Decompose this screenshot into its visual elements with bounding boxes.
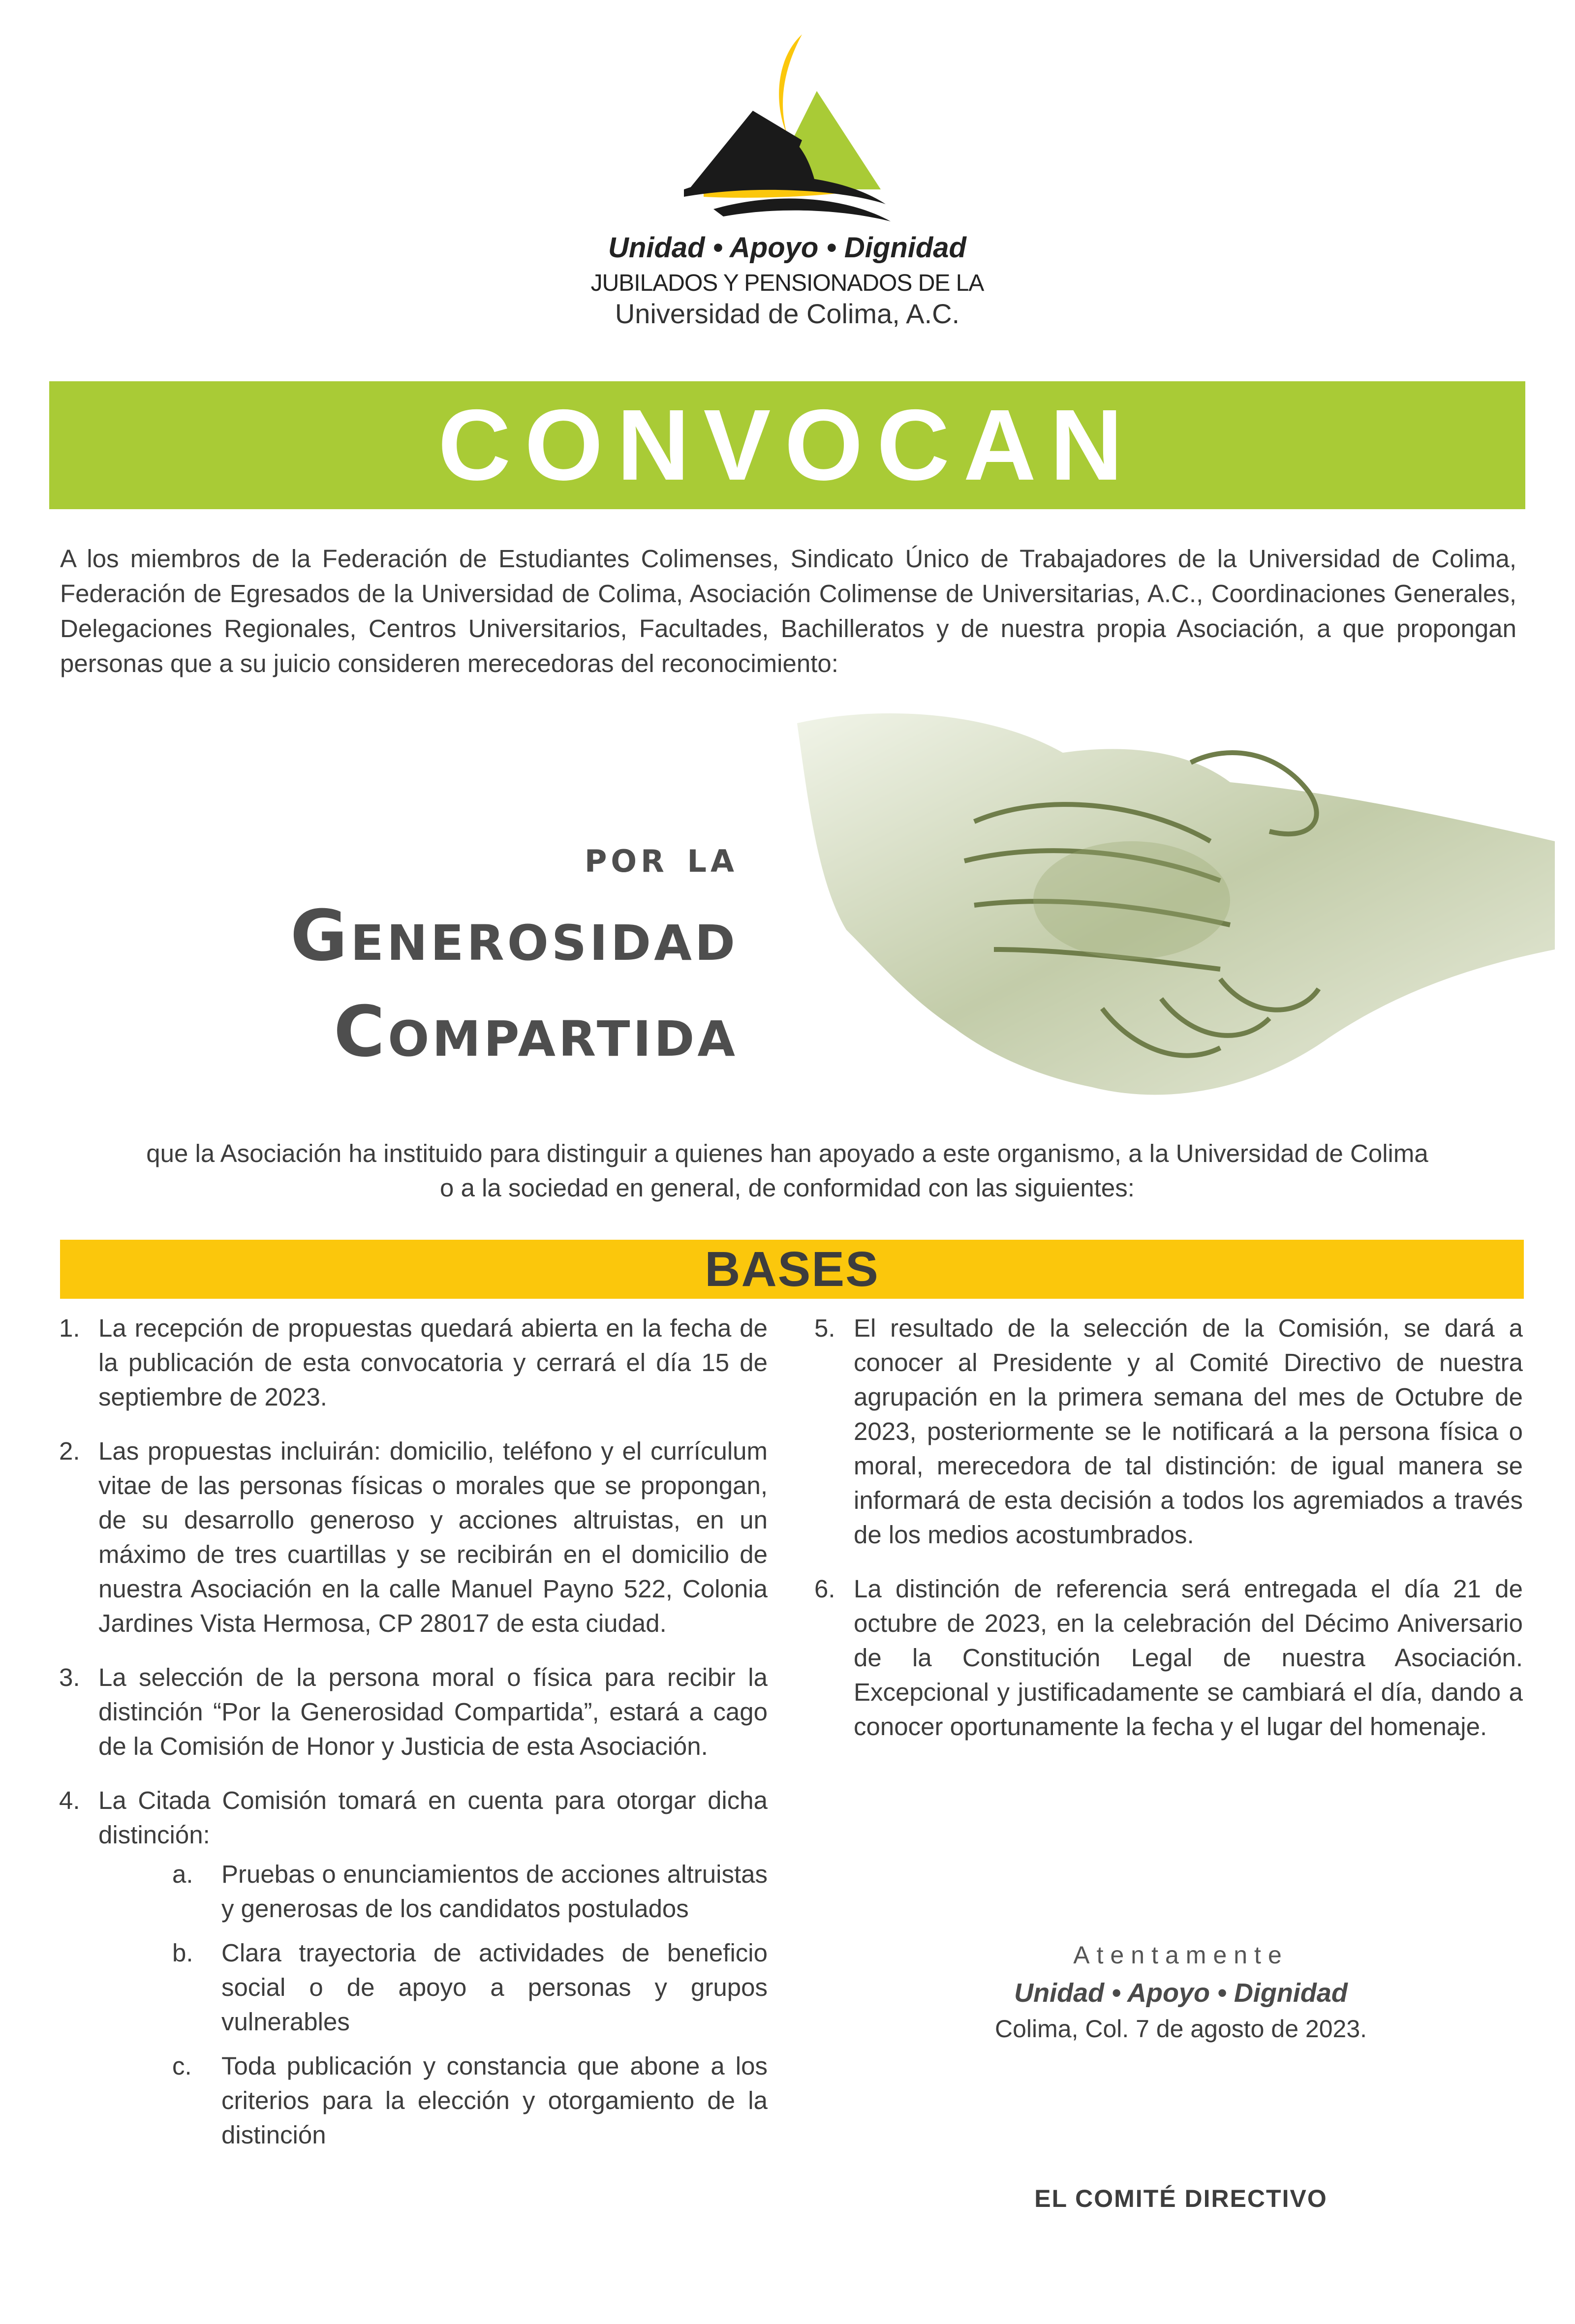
base-item [814, 1572, 1523, 1744]
intro-paragraph: A los miembros de la Federación de Estudiantes Colimenses, Sindicato Único de Trabajadores de la Universidad de Colima, Federación de Egresados de la Universidad de Colima, Asociación Colimense de Universitarias, A.C., Coordinaciones Generales, Delegaciones Regionales, Centros Universitarios, Facultades, Bachilleratos y de nuestra propia Asociación, a que propongan personas que a su juicio consideren merecedoras del reconocimiento: [60, 545, 1516, 677]
bases-left-column [59, 1311, 768, 2162]
base-item-text: La distinción de referencia será entregada el día 21 de octubre de 2023, en la celebración del Décimo Aniversario de la Constitución Legal de nuestra Asociación. Excepcional y justificadamente se cambiará el día, dando a conocer oportunamente la fecha y el lugar del homenaje. [854, 1575, 1523, 1741]
award-description-line1: que la Asociación ha instituido para distinguir a quienes han apoyado a este organismo, a la Universidad de Colima [146, 1139, 1428, 1167]
logo-org-line1: JUBILADOS Y PENSIONADOS DE LA [590, 270, 984, 296]
logo-motto: Unidad • Apoyo • Dignidad [608, 232, 966, 264]
base-subitem-text: Pruebas o enunciamientos de acciones altruistas y generosas de los candidatos postulados [221, 1860, 768, 1923]
bases-right-column [814, 1311, 1523, 1764]
convocan-banner [49, 381, 1525, 509]
base-subitem-letter: c. [172, 2052, 192, 2080]
signature-motto: Unidad • Apoyo • Dignidad [1014, 1978, 1348, 2008]
award-description-line2: o a la sociedad en general, de conformidad con las siguientes: [440, 1174, 1135, 1202]
base-item-text: La selección de la persona moral o física para recibir la distinción “Por la Generosidad Compartida”, estará a cago de la Comisión de Honor y Justicia de esta Asociación. [98, 1663, 768, 1760]
bases-title: BASES [705, 1242, 879, 1297]
base-subitem-text: Toda publicación y constancia que abone a los criterios para la elección y otorgamiento de la distinción [221, 2052, 768, 2149]
base-item-number: 5. [814, 1314, 835, 1342]
base-item-text: La Citada Comisión tomará en cuenta para otorgar dicha distinción: [98, 1786, 768, 1849]
award-title-line2: Generosidad [290, 895, 738, 977]
base-item-number: 1. [59, 1314, 80, 1342]
bases-banner [60, 1240, 1524, 1299]
signature-date: Colima, Col. 7 de agosto de 2023. [994, 2015, 1367, 2043]
base-subitem [172, 1936, 768, 2039]
handshake-illustration [787, 694, 1565, 1117]
base-item-number: 4. [59, 1786, 80, 1814]
award-title-line3: Compartida [334, 991, 738, 1072]
base-item [59, 1434, 768, 1641]
association-logo [654, 27, 930, 234]
base-subitems [59, 1857, 768, 2152]
base-item [59, 1311, 768, 1414]
base-subitem [172, 2049, 768, 2152]
base-item [59, 1660, 768, 1764]
base-item-text: Las propuestas incluirán: domicilio, teléfono y el currículum vitae de las personas físicas o morales que se propongan, de su desarrollo generoso y acciones altruistas, en un máximo de tres cuartillas y se recibirán en el domicilio de nuestra Asociación en la calle Manuel Payno 522, Colonia Jardines Vista Hermosa, CP 28017 de esta ciudad. [98, 1437, 768, 1637]
logo-org-line2: Universidad de Colima, A.C. [615, 298, 960, 329]
signature-atentamente: Atentamente [1073, 1941, 1289, 1969]
convocan-title: CONVOCAN [438, 389, 1137, 501]
award-title-line1: por la [584, 831, 738, 882]
base-subitem [172, 1857, 768, 1926]
base-item-text: El resultado de la selección de la Comisión, se dará a conocer al Presidente y al Comité Directivo de nuestra agrupación en la primera semana del mes de Octubre de 2023, posteriormente se le notificará a la persona física o moral, merecedora de tal distinción: de igual manera se informará de esta decisión a todos los agremiados a través de los medios acostumbrados. [854, 1314, 1523, 1549]
base-item-number: 6. [814, 1575, 835, 1603]
signature-committee: EL COMITÉ DIRECTIVO [1034, 2185, 1328, 2212]
base-item [814, 1311, 1523, 1552]
base-item-number: 2. [59, 1437, 80, 1465]
base-subitem-letter: b. [172, 1939, 193, 1967]
award-description [74, 1136, 1501, 1205]
base-item-number: 3. [59, 1663, 80, 1691]
base-item [59, 1783, 768, 1852]
base-item-text: La recepción de propuestas quedará abierta en la fecha de la publicación de esta convocatoria y cerrará el día 15 de septiembre de 2023. [98, 1314, 768, 1411]
base-subitem-letter: a. [172, 1860, 193, 1888]
base-subitem-text: Clara trayectoria de actividades de beneficio social o de apoyo a personas y grupos vulnerables [221, 1939, 768, 2036]
